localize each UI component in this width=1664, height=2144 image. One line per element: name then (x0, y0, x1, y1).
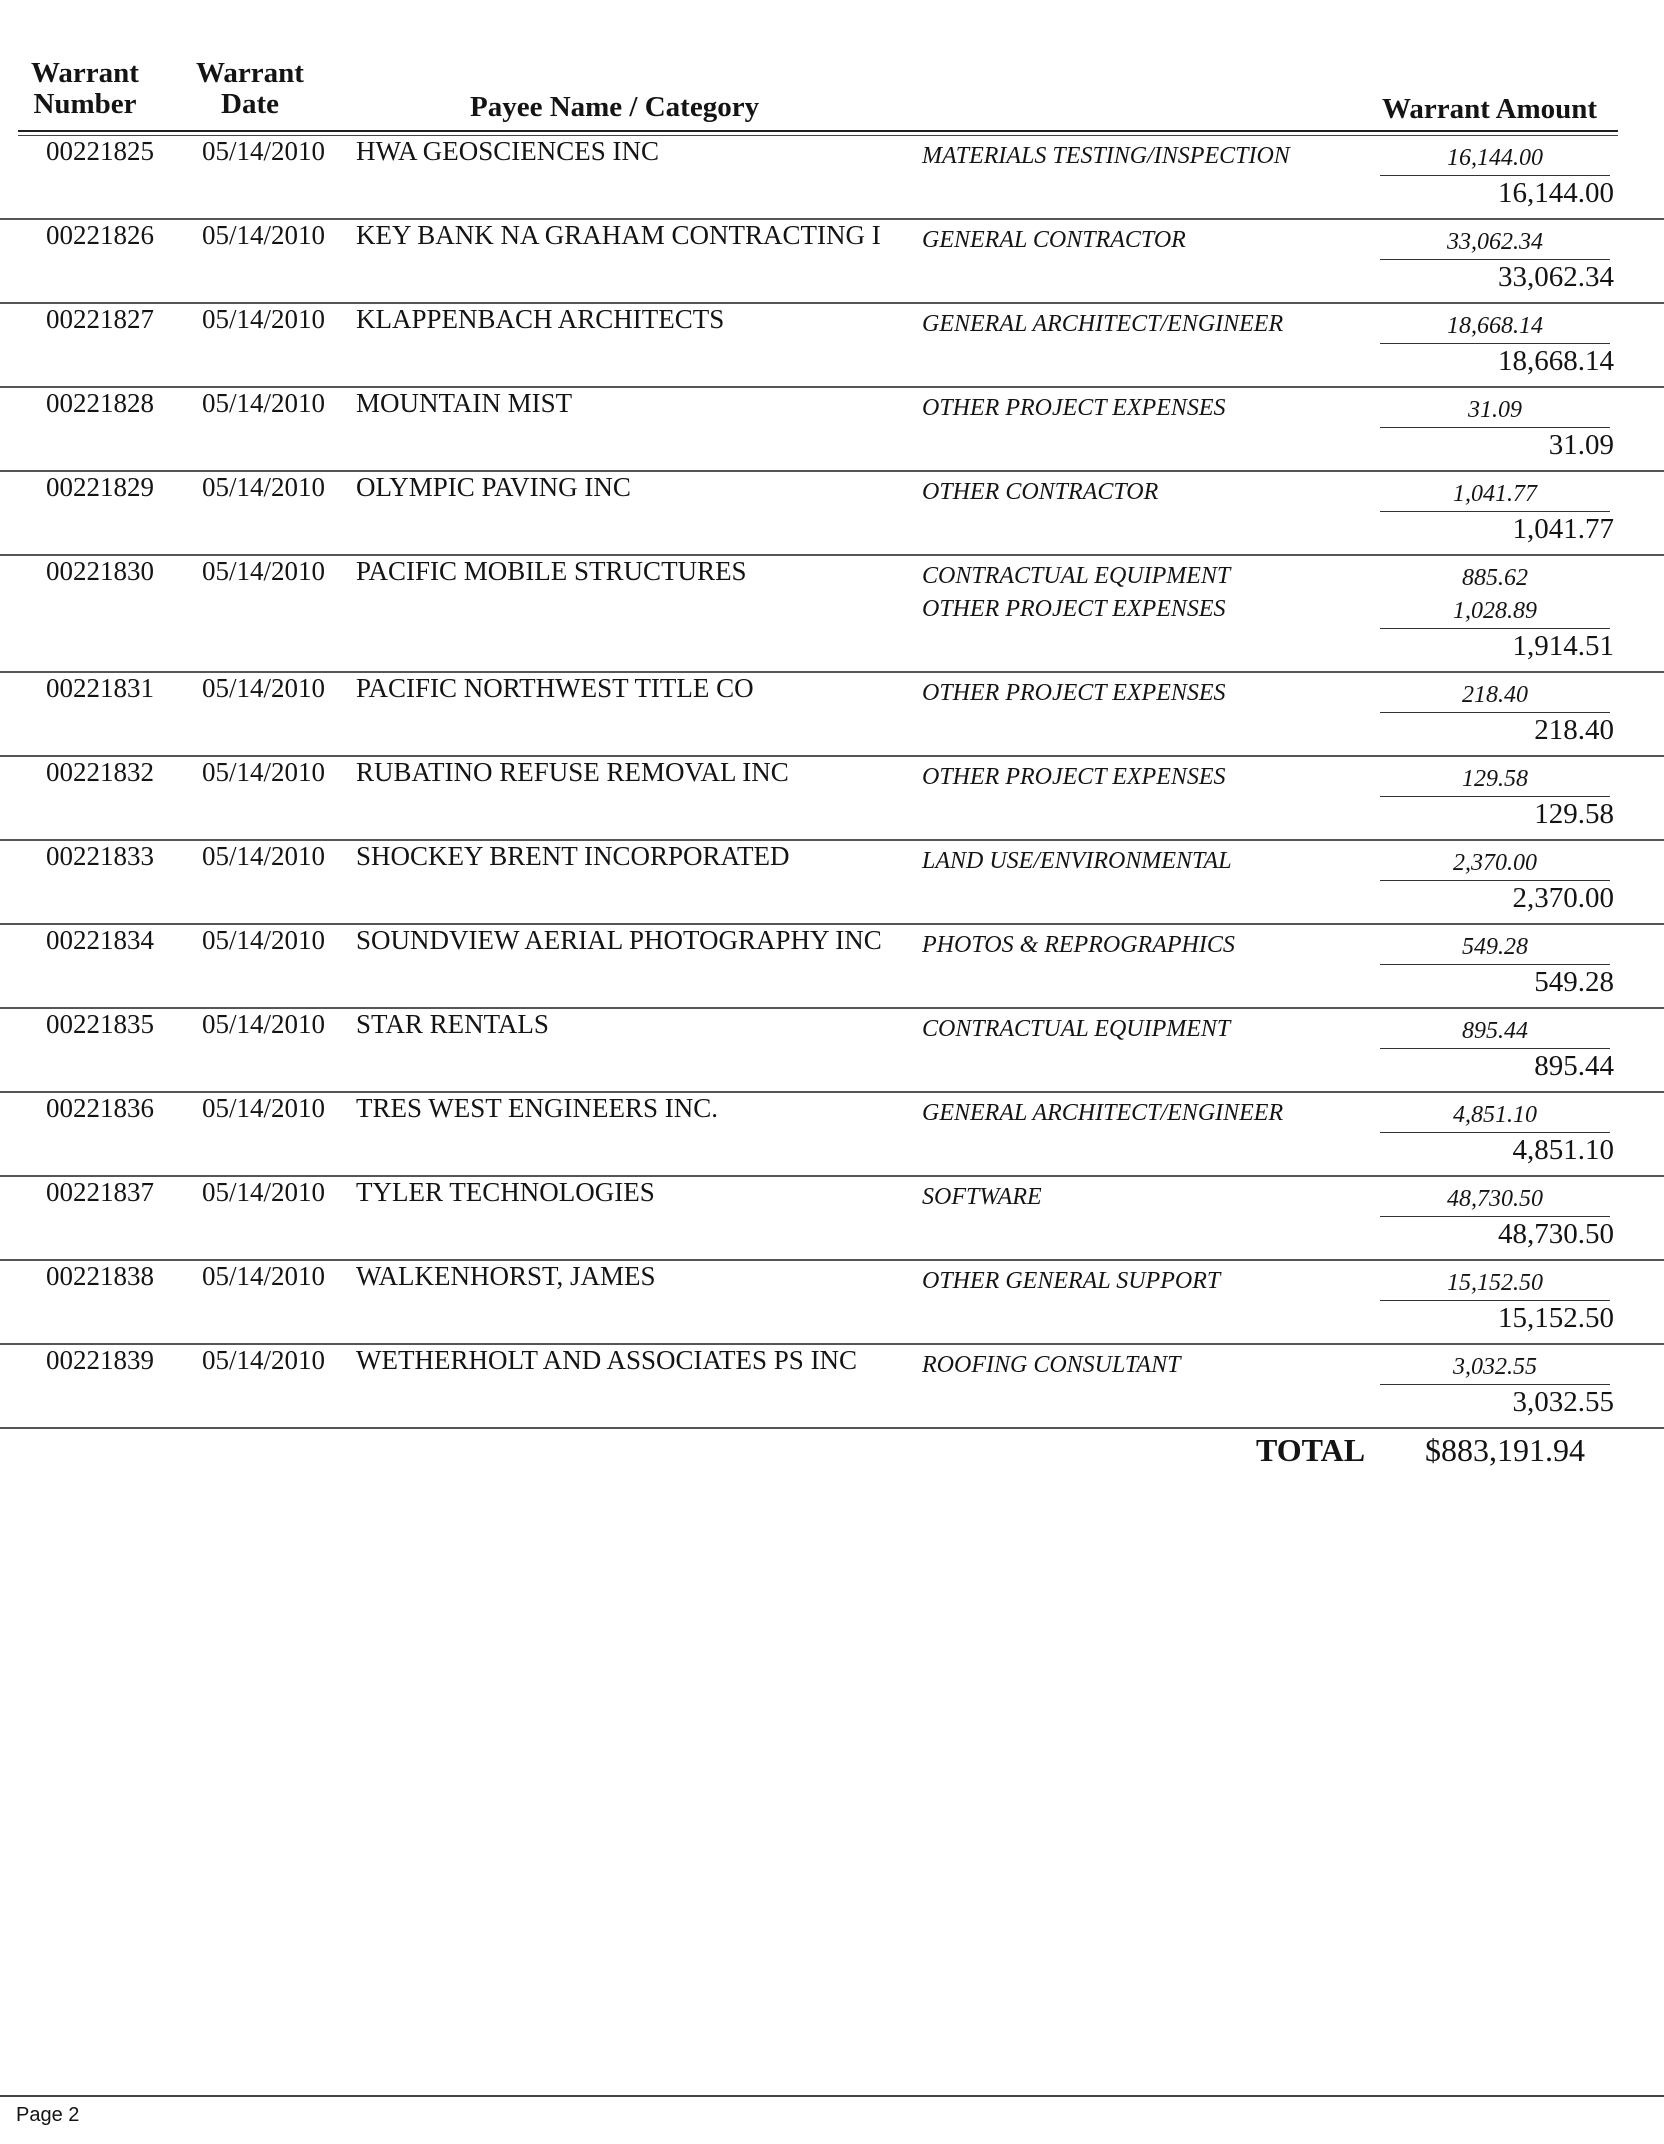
category-list (922, 1013, 1362, 1046)
category-list (922, 140, 1362, 173)
grand-total-label: TOTAL (1256, 1432, 1366, 1468)
warrant-number: 00221835 (46, 1009, 154, 1039)
warrant-number: 00221836 (46, 1093, 154, 1123)
footer-divider (0, 2095, 1664, 2097)
expense-category: OTHER GENERAL SUPPORT (922, 1268, 1221, 1294)
payee-name: KEY BANK NA GRAHAM CONTRACTING I (356, 220, 881, 250)
warrant-date: 05/14/2010 (202, 472, 326, 502)
category-list (922, 1097, 1362, 1130)
expense-category: CONTRACTUAL EQUIPMENT (922, 563, 1231, 589)
expense-category: LAND USE/ENVIRONMENTAL (922, 848, 1232, 874)
header-warrant-date: Warrant Date (196, 57, 304, 120)
warrant-date: 05/14/2010 (202, 673, 326, 703)
warrant-amount-total: 1,914.51 (1512, 630, 1614, 662)
warrant-amount-total: 218.40 (1534, 714, 1614, 746)
table-row (0, 1261, 1664, 1345)
warrant-amount-total: 549.28 (1534, 966, 1614, 998)
table-row (0, 1345, 1664, 1429)
warrant-date: 05/14/2010 (202, 1177, 326, 1207)
expense-category: OTHER PROJECT EXPENSES (922, 680, 1226, 706)
line-amount-list (1380, 1351, 1610, 1385)
expense-category: SOFTWARE (922, 1184, 1042, 1210)
warrant-amount-total: 16,144.00 (1498, 177, 1614, 209)
page-number: Page 2 (16, 2104, 80, 2126)
line-amount: 15,152.50 (1380, 1267, 1610, 1301)
payee-name: OLYMPIC PAVING INC (356, 472, 631, 502)
payee-name: WALKENHORST, JAMES (356, 1261, 656, 1291)
category-list (922, 761, 1362, 794)
payee-name: TYLER TECHNOLOGIES (356, 1177, 655, 1207)
warrant-amount-total: 1,041.77 (1512, 513, 1614, 545)
warrant-date: 05/14/2010 (202, 1093, 326, 1123)
category-list (922, 1265, 1362, 1298)
warrant-number: 00221837 (46, 1177, 154, 1207)
warrant-number: 00221831 (46, 673, 154, 703)
warrant-number: 00221834 (46, 925, 154, 955)
line-amount: 895.44 (1380, 1015, 1610, 1049)
warrant-number: 00221827 (46, 304, 154, 334)
table-row (0, 1177, 1664, 1261)
line-amount: 4,851.10 (1380, 1099, 1610, 1133)
expense-category: GENERAL CONTRACTOR (922, 227, 1186, 253)
category-list (922, 308, 1362, 341)
payee-name: HWA GEOSCIENCES INC (356, 136, 660, 166)
table-row (0, 136, 1664, 220)
table-row (0, 841, 1664, 925)
expense-category: OTHER PROJECT EXPENSES (922, 764, 1226, 790)
warrant-date: 05/14/2010 (202, 1009, 326, 1039)
warrant-number: 00221829 (46, 472, 154, 502)
warrant-number: 00221838 (46, 1261, 154, 1291)
line-amount-list (1380, 1099, 1610, 1133)
warrant-date: 05/14/2010 (202, 556, 326, 586)
expense-category: GENERAL ARCHITECT/ENGINEER (922, 1100, 1284, 1126)
payee-name: SOUNDVIEW AERIAL PHOTOGRAPHY INC (356, 925, 882, 955)
line-amount-list (1380, 226, 1610, 260)
line-amount-list (1380, 562, 1610, 629)
category-list (922, 1181, 1362, 1214)
payee-name: STAR RENTALS (356, 1009, 549, 1039)
warrant-date: 05/14/2010 (202, 1345, 326, 1375)
warrant-date: 05/14/2010 (202, 136, 326, 166)
warrant-date: 05/14/2010 (202, 841, 326, 871)
payee-name: PACIFIC MOBILE STRUCTURES (356, 556, 747, 586)
warrant-amount-total: 3,032.55 (1512, 1386, 1614, 1418)
table-row (0, 757, 1664, 841)
category-list (922, 476, 1362, 509)
expense-category: ROOFING CONSULTANT (922, 1352, 1181, 1378)
table-row (0, 1009, 1664, 1093)
warrant-number: 00221825 (46, 136, 154, 166)
header-payee-name-category: Payee Name / Category (470, 91, 760, 123)
warrant-date: 05/14/2010 (202, 757, 326, 787)
warrant-amount-total: 4,851.10 (1512, 1134, 1614, 1166)
table-row (0, 673, 1664, 757)
category-list (922, 1349, 1362, 1382)
table-row (0, 472, 1664, 556)
line-amount: 1,041.77 (1380, 478, 1610, 512)
expense-category: CONTRACTUAL EQUIPMENT (922, 1016, 1231, 1042)
warrant-table-body (0, 136, 1664, 1429)
header-warrant-amount: Warrant Amount (1382, 93, 1598, 125)
expense-category: OTHER PROJECT EXPENSES (922, 395, 1226, 421)
warrant-date: 05/14/2010 (202, 220, 326, 250)
warrant-number: 00221830 (46, 556, 154, 586)
line-amount: 48,730.50 (1380, 1183, 1610, 1217)
warrant-amount-total: 15,152.50 (1498, 1302, 1614, 1334)
category-list (922, 929, 1362, 962)
warrant-date: 05/14/2010 (202, 388, 326, 418)
line-amount: 1,028.89 (1380, 595, 1610, 629)
line-amount: 2,370.00 (1380, 847, 1610, 881)
line-amount-list (1380, 1183, 1610, 1217)
header-warrant-number: Warrant Number (31, 57, 139, 120)
line-amount-list (1380, 847, 1610, 881)
line-amount: 885.62 (1462, 565, 1528, 591)
payee-name: PACIFIC NORTHWEST TITLE CO (356, 673, 754, 703)
line-amount-list (1380, 679, 1610, 713)
line-amount: 18,668.14 (1380, 310, 1610, 344)
payee-name: KLAPPENBACH ARCHITECTS (356, 304, 725, 334)
expense-category: OTHER PROJECT EXPENSES (922, 596, 1226, 622)
warrant-number: 00221833 (46, 841, 154, 871)
warrant-amount-total: 2,370.00 (1512, 882, 1614, 914)
line-amount-list (1380, 1267, 1610, 1301)
grand-total-value: $883,191.94 (1425, 1432, 1585, 1468)
warrant-amount-total: 48,730.50 (1498, 1218, 1614, 1250)
line-amount: 31.09 (1380, 394, 1610, 428)
header-divider (18, 130, 1618, 132)
line-amount-list (1380, 310, 1610, 344)
category-list (922, 224, 1362, 257)
line-amount-list (1380, 394, 1610, 428)
category-list (922, 845, 1362, 878)
warrant-number: 00221832 (46, 757, 154, 787)
category-list (922, 677, 1362, 710)
expense-category: OTHER CONTRACTOR (922, 479, 1159, 505)
expense-category: MATERIALS TESTING/INSPECTION (922, 143, 1290, 169)
table-row (0, 304, 1664, 388)
line-amount: 16,144.00 (1380, 142, 1610, 176)
category-list (922, 560, 1362, 626)
warrant-amount-total: 31.09 (1548, 429, 1614, 461)
category-list (922, 392, 1362, 425)
line-amount: 3,032.55 (1380, 1351, 1610, 1385)
line-amount-list (1380, 1015, 1610, 1049)
line-amount: 549.28 (1380, 931, 1610, 965)
payee-name: MOUNTAIN MIST (356, 388, 573, 418)
line-amount-list (1380, 478, 1610, 512)
line-amount-list (1380, 142, 1610, 176)
payee-name: WETHERHOLT AND ASSOCIATES PS INC (356, 1345, 858, 1375)
warrant-date: 05/14/2010 (202, 1261, 326, 1291)
expense-category: GENERAL ARCHITECT/ENGINEER (922, 311, 1284, 337)
warrant-date: 05/14/2010 (202, 925, 326, 955)
table-row (0, 1093, 1664, 1177)
table-row (0, 556, 1664, 673)
warrant-amount-total: 33,062.34 (1498, 261, 1614, 293)
warrant-amount-total: 129.58 (1534, 798, 1614, 830)
line-amount: 33,062.34 (1380, 226, 1610, 260)
table-row (0, 220, 1664, 304)
line-amount: 129.58 (1380, 763, 1610, 797)
payee-name: TRES WEST ENGINEERS INC. (356, 1093, 719, 1123)
warrant-number: 00221828 (46, 388, 154, 418)
warrant-number: 00221826 (46, 220, 154, 250)
warrant-date: 05/14/2010 (202, 304, 326, 334)
warrant-number: 00221839 (46, 1345, 154, 1375)
line-amount-list (1380, 931, 1610, 965)
line-amount-list (1380, 763, 1610, 797)
line-amount: 218.40 (1380, 679, 1610, 713)
warrant-amount-total: 895.44 (1534, 1050, 1614, 1082)
payee-name: RUBATINO REFUSE REMOVAL INC (356, 757, 789, 787)
payee-name: SHOCKEY BRENT INCORPORATED (356, 841, 790, 871)
table-row (0, 925, 1664, 1009)
table-row (0, 388, 1664, 472)
warrant-amount-total: 18,668.14 (1498, 345, 1614, 377)
expense-category: PHOTOS & REPROGRAPHICS (922, 932, 1235, 958)
